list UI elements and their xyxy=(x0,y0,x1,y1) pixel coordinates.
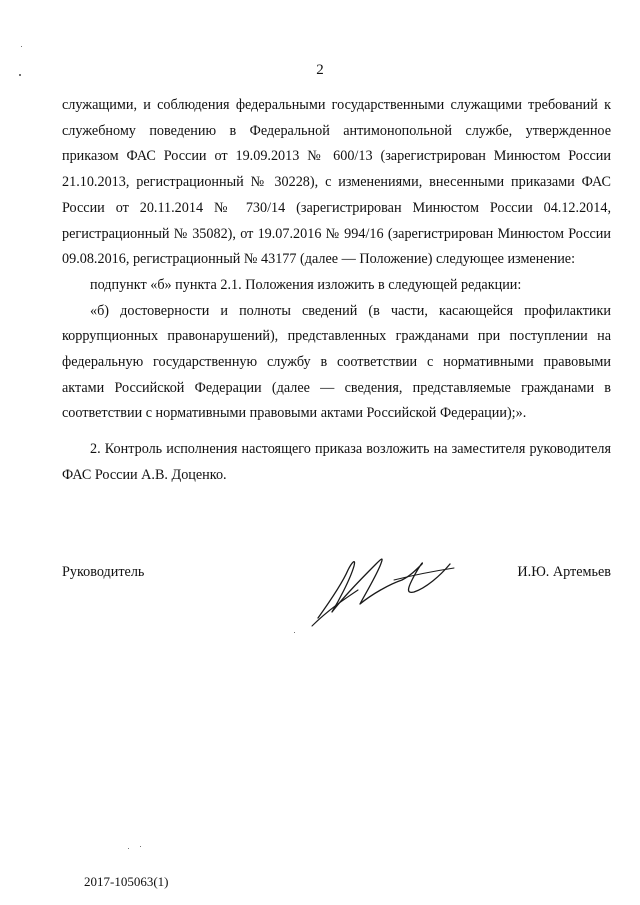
handwritten-signature xyxy=(298,540,458,630)
document-body xyxy=(62,93,611,489)
paragraph-subclause-text: «б) достоверности и полноты сведений (в части, касающейся профилактики коррупционных правонарушений), представленных гражданами при поступлении на федеральную государственную службу в соответствии с нормативными правовыми актами Российской Федерации (далее — сведения, представляемые гражданами в соответствии с нормативными правовыми актами Российской Федерации);». xyxy=(62,302,611,422)
signer-title: Руководитель xyxy=(62,564,145,580)
scan-speck xyxy=(128,848,129,849)
scan-speck xyxy=(19,74,21,76)
scan-speck xyxy=(294,632,295,633)
signer-name: И.Ю. Артемьев xyxy=(517,564,611,580)
paragraph-regulation-reference: служащими, и соблюдения федеральными государственными служащими требований к служебному поведению в Федеральной антимонопольной службе, утвержденное приказом ФАС России от 19.09.2013 № 600/13 (зарегистрирован Минюстом России 21.10.2013, регистрационный № 30228), с изменениями, внесенными приказами ФАС России от 20.11.2014 № 730/14 (зарегистрирован Минюстом России 04.12.2014, регистрационный № 35082), от 19.07.2016 № 994/16 (зарегистрирован Минюстом России 09.08.2016, регистрационный № 43177 (далее — Положение) следующее изменение: xyxy=(62,97,611,268)
page-number: 2 xyxy=(316,62,324,78)
scan-speck xyxy=(21,46,22,47)
signature-block xyxy=(62,560,611,650)
paragraph-subclause-intro: подпункт «б» пункта 2.1. Положения изложить в следующей редакции: xyxy=(90,276,522,293)
document-registration-number: 2017-105063(1) xyxy=(84,874,169,889)
scan-speck xyxy=(140,846,141,847)
paragraph-control-clause: 2. Контроль исполнения настоящего приказа возложить на заместителя руководителя ФАС России А.В. Доценко. xyxy=(62,441,611,483)
